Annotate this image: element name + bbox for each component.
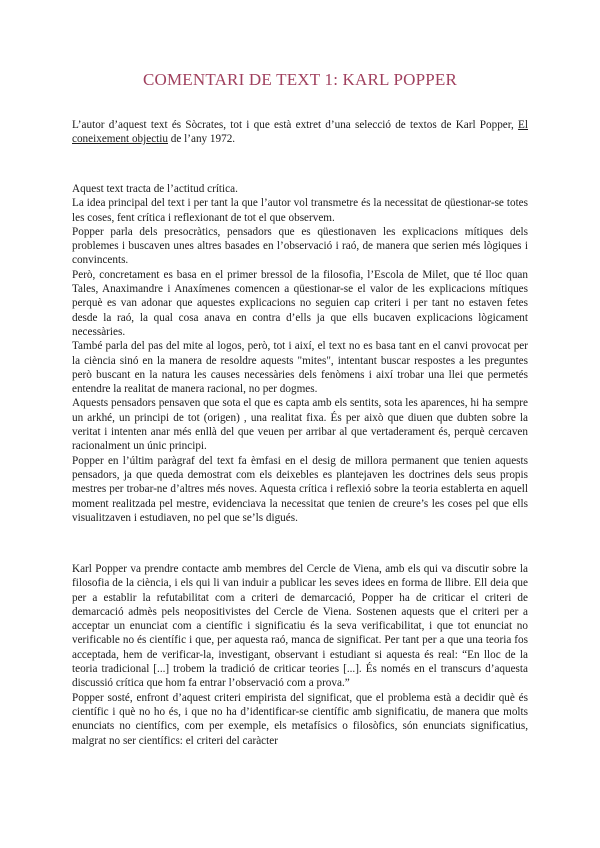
paragraph: Aquests pensadors pensaven que sota el que es capta amb els sentits, sota les aparences, hi ha sempre un arkhé, un principi de tot (origen) , una realitat fixa. És per això que diuen que dubten sobre la veritat i intenten anar més enllà del que veuen per arribar al que vertaderament és, perquè cercaven racionalment un únic principi. (72, 397, 528, 453)
intro-paragraph (72, 118, 528, 147)
page-title: COMENTARI DE TEXT 1: KARL POPPER (142, 70, 458, 89)
paragraph: Aquest text tracta de l’actitud crítica. (72, 183, 238, 195)
paragraph: Popper en l’últim paràgraf del text fa èmfasi en el desig de millora permanent que tenien aquests pensadors, ja que queda demostrat com els deixebles es plantejaven les doctrines dels seus propis mestres per trobar-ne d’altres més noves. Aquesta crítica i reflexió sobre la teoria establerta en aquell moment realitzada pel mestre, evidenciava la necessitat que tenien de creure’s les coses pel que ells visualitzaven i estudiaven, no pel que se’ls digués. (72, 454, 528, 524)
intro-text-after: de l’any 1972. (168, 133, 236, 146)
book-title: El coneixement objectiu (72, 119, 528, 146)
intro-text (72, 118, 528, 147)
intro-text-before: L’autor d’aquest text és Sòcrates, tot i que està extret d’una selecció de textos de Karl Popper, (72, 119, 519, 131)
context-section (72, 562, 528, 748)
paragraph: Karl Popper va prendre contacte amb membres del Cercle de Viena, amb els qui va discutir sobre la filosofia de la ciència, i els qui li van induir a publicar les seves idees en forma de llibre. Ell deia que per a establir la refutabilitat com a criteri de demarcació, Popper ha de criticar el criteri de demarcació admès pels neopositivistes del Cercle de Viena. Sostenen aquests que el criteri per a acceptar un enunciat com a científic i significatiu és la seva verificabilitat, i que tot enunciat no verificable no és científic i que, per aquesta raó, manca de significat. Per tant per a que una teoria fos acceptada, hem de verificar-la, investigant, observant i estudiant si aquesta és real: “En lloc de la teoria tradicional [...] trobem la tradició de criticar teories [...]. És només en el transcurs d’aquesta discussió crítica que hom fa entrar l’observació com a prova.” (72, 563, 528, 690)
paragraph: Però, concretament es basa en el primer bressol de la filosofia, l’Escola de Milet, que té lloc quan Tales, Anaximandre i Anaxímenes comencen a qüestionar-se el valor de les explicacions mítiques perquè es van adonar que aquestes explicacions no seguien cap criteri i per tant no estaven fetes desde la raó, la qual cosa anava en contra d’ells ja que ells bucaven explicacions lògicament necessàries. (72, 268, 528, 338)
paragraph: També parla del pas del mite al logos, però, tot i així, el text no es basa tant en el canvi provocat per la ciència sinó en la manera de resoldre aquests "mites", intentant buscar respostes a les preguntes però buscant en la natura les causes necessàries dels fenòmens i així trobar una llei que permetés entendre la realitat de manera racional, no per dogmes. (72, 340, 528, 396)
commentary-section (72, 182, 528, 525)
paragraph: Popper parla dels presocràtics, pensadors que es qüestionaven les explicacions mítiques dels problemes i buscaven unes altres basades en l’observació i raó, de manera que serien més lògiques i convincents. (72, 225, 528, 267)
paragraph: Popper sosté, enfront d’aquest criteri empirista del significat, que el problema està a decidir què és científic i què no ho és, i que no ha d’identificar-se científic amb significatiu, de manera que molts enunciats no científics, com per exemple, els metafísics o filosòfics, són enunciats significatius, malgrat no ser científics: el criteri del caràcter (72, 691, 528, 747)
paragraph: La idea principal del text i per tant la que l’autor vol transmetre és la necessitat de qüestionar-se totes les coses, fent crítica i reflexionant de tot el que observem. (72, 197, 528, 224)
